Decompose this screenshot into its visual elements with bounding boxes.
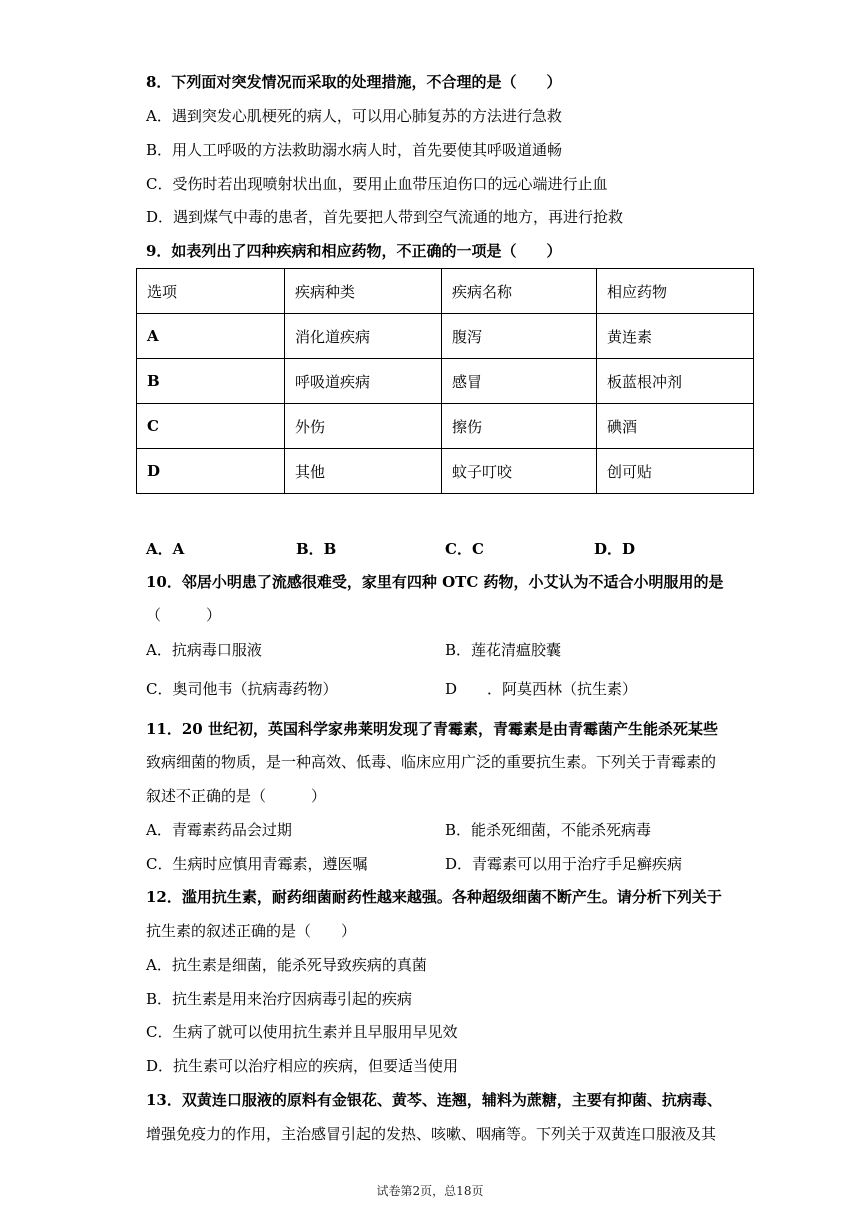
table-cell: 创可贴: [597, 449, 754, 494]
q11-stem: 11．20 世纪初，英国科学家弗莱明发现了青霉素，青霉素是由青霉菌产生能杀死某些: [146, 720, 718, 738]
table-cell: 感冒: [442, 359, 597, 404]
q11-option-d: D．青霉素可以用于治疗手足癣疾病: [445, 855, 683, 873]
page-footer: 试卷第2页，总18页: [376, 1184, 484, 1198]
table-cell: 其他: [285, 449, 442, 494]
q9-table: [136, 268, 754, 494]
q8-option-b: B．用人工呼吸的方法救助溺水病人时，首先要使其呼吸道通畅: [146, 141, 563, 159]
q11-option-b: B．能杀死细菌，不能杀死病毒: [445, 821, 652, 839]
q9-option-d: D．D: [594, 540, 636, 558]
q8-option-c: C．受伤时若出现喷射状出血，要用止血带压迫伤口的远心端进行止血: [146, 175, 608, 193]
table-cell: A: [137, 314, 285, 359]
table-row: [137, 359, 754, 404]
table-cell: B: [137, 359, 285, 404]
table-cell: D: [137, 449, 285, 494]
q8-stem: 8．下列面对突发情况而采取的处理措施，不合理的是（ ）: [146, 73, 562, 91]
table-cell: 消化道疾病: [285, 314, 442, 359]
table-header-row: [137, 269, 754, 314]
q9-option-c: C．C: [445, 540, 484, 558]
q13-stem-cont: 增强免疫力的作用，主治感冒引起的发热、咳嗽、咽痛等。下列关于双黄连口服液及其: [146, 1125, 717, 1143]
q10-stem-cont: （ ）: [146, 606, 222, 624]
q12-option-a: A．抗生素是细菌，能杀死导致疾病的真菌: [146, 956, 427, 974]
table-header-cell: 疾病名称: [442, 269, 597, 314]
table-cell: 板蓝根冲剂: [597, 359, 754, 404]
table-header-cell: 疾病种类: [285, 269, 442, 314]
q8-option-a: A．遇到突发心肌梗死的病人，可以用心肺复苏的方法进行急救: [146, 107, 562, 125]
table-row: [137, 449, 754, 494]
q10-option-b: B．莲花清瘟胶囊: [445, 641, 562, 659]
table-cell: 外伤: [285, 404, 442, 449]
table-cell: 呼吸道疾病: [285, 359, 442, 404]
q10-option-d: D ．阿莫西林（抗生素）: [445, 680, 638, 698]
q11-option-a: A．青霉素药品会过期: [146, 821, 292, 839]
q9-option-b: B．B: [296, 540, 337, 558]
q12-stem-cont: 抗生素的叙述正确的是（ ）: [146, 922, 357, 940]
q11-stem-cont-2: 叙述不正确的是（ ）: [146, 787, 327, 805]
q12-option-b: B．抗生素是用来治疗因病毒引起的疾病: [146, 990, 413, 1008]
table-row: [137, 314, 754, 359]
q8-option-d: D．遇到煤气中毒的患者，首先要把人带到空气流通的地方，再进行抢救: [146, 208, 624, 226]
table-cell: 擦伤: [442, 404, 597, 449]
q12-option-d: D．抗生素可以治疗相应的疾病，但要适当使用: [146, 1057, 459, 1075]
table-cell: 腹泻: [442, 314, 597, 359]
q10-stem: 10．邻居小明患了流感很难受，家里有四种 OTC 药物，小艾认为不适合小明服用的是: [146, 573, 724, 591]
q11-option-c: C．生病时应慎用青霉素，遵医嘱: [146, 855, 368, 873]
table-row: [137, 404, 754, 449]
q9-stem: 9．如表列出了四种疾病和相应药物，不正确的一项是（ ）: [146, 242, 562, 260]
q9-option-a: A．A: [146, 540, 185, 558]
table-cell: 碘酒: [597, 404, 754, 449]
table-cell: 蚊子叮咬: [442, 449, 597, 494]
table-header-cell: 选项: [137, 269, 285, 314]
table-header-cell: 相应药物: [597, 269, 754, 314]
q10-option-a: A．抗病毒口服液: [146, 641, 262, 659]
q12-option-c: C．生病了就可以使用抗生素并且早服用早见效: [146, 1023, 458, 1041]
q12-stem: 12．滥用抗生素，耐药细菌耐药性越来越强。各种超级细菌不断产生。请分析下列关于: [146, 888, 722, 906]
table-cell: C: [137, 404, 285, 449]
q10-option-c: C．奥司他韦（抗病毒药物）: [146, 680, 338, 698]
table-cell: 黄连素: [597, 314, 754, 359]
q11-stem-cont-1: 致病细菌的物质，是一种高效、低毒、临床应用广泛的重要抗生素。下列关于青霉素的: [146, 753, 717, 771]
q13-stem: 13．双黄连口服液的原料有金银花、黄芩、连翘，辅料为蔗糖，主要有抑菌、抗病毒、: [146, 1091, 722, 1109]
